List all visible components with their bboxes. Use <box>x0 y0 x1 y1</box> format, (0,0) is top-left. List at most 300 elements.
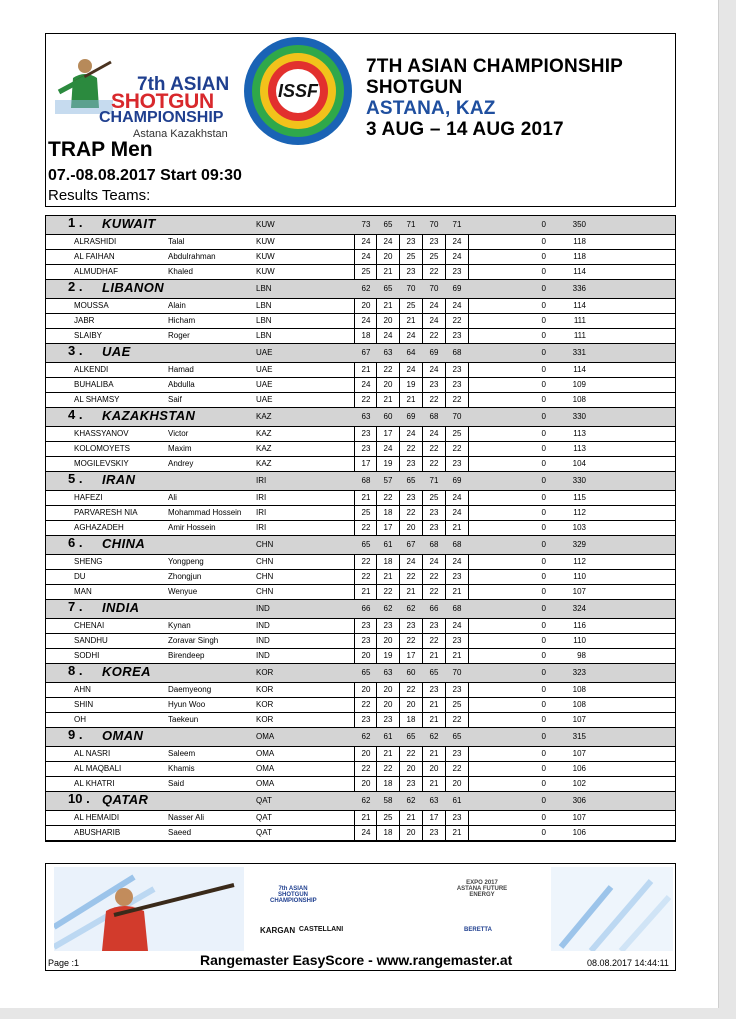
athlete-row <box>46 491 675 506</box>
column-divider <box>354 777 355 791</box>
series-score: 23 <box>429 621 439 630</box>
team-rank: 5 . <box>68 471 83 486</box>
shootoff-score: 0 <box>541 284 546 293</box>
athlete-row <box>46 250 675 265</box>
series-score: 24 <box>383 444 393 453</box>
column-divider <box>376 521 377 535</box>
column-divider <box>354 698 355 712</box>
column-divider <box>445 427 446 441</box>
athlete-row <box>46 442 675 457</box>
series-score: 63 <box>361 412 371 421</box>
column-divider <box>376 777 377 791</box>
column-divider <box>468 713 469 727</box>
shootoff-score: 0 <box>541 508 546 517</box>
athlete-row <box>46 585 675 600</box>
shootoff-score: 0 <box>541 316 546 325</box>
series-score: 23 <box>429 380 439 389</box>
series-score: 23 <box>429 508 439 517</box>
series-score: 23 <box>361 715 371 724</box>
column-divider <box>376 698 377 712</box>
series-score: 20 <box>452 779 462 788</box>
shootoff-score: 0 <box>541 813 546 822</box>
team-total: 336 <box>572 284 586 293</box>
series-score: 24 <box>361 237 371 246</box>
team-code: IRI <box>256 476 267 485</box>
series-score: 68 <box>452 540 462 549</box>
series-score: 21 <box>383 749 393 758</box>
column-divider <box>445 585 446 599</box>
athlete-nation: QAT <box>256 828 272 837</box>
column-divider <box>399 698 400 712</box>
column-divider <box>468 698 469 712</box>
athlete-row <box>46 634 675 649</box>
column-divider <box>354 250 355 264</box>
series-score: 22 <box>429 331 439 340</box>
column-divider <box>354 265 355 279</box>
column-divider <box>422 811 423 825</box>
series-score: 23 <box>452 813 462 822</box>
athlete-total: 112 <box>573 557 586 566</box>
logo-line3: CHAMPIONSHIP <box>99 109 224 126</box>
series-score: 22 <box>429 636 439 645</box>
series-score: 21 <box>383 572 393 581</box>
team-code: QAT <box>256 796 272 805</box>
athlete-nation: KUW <box>256 267 275 276</box>
series-score: 23 <box>452 331 462 340</box>
title-line1: 7TH ASIAN CHAMPIONSHIP <box>366 56 624 77</box>
shootoff-score: 0 <box>541 715 546 724</box>
athlete-nation: LBN <box>256 316 272 325</box>
athlete-row <box>46 427 675 442</box>
column-divider <box>354 299 355 313</box>
column-divider <box>445 506 446 520</box>
footer-brand: Rangemaster EasyScore - www.rangemaster.at <box>200 952 513 968</box>
team-total: 329 <box>572 540 586 549</box>
column-divider <box>445 649 446 663</box>
athlete-nation: IRI <box>256 523 267 532</box>
column-divider <box>468 762 469 776</box>
athlete-last-name: SLAIBY <box>74 331 103 340</box>
athlete-first-name: Abdulla <box>168 380 195 389</box>
column-divider <box>468 427 469 441</box>
athlete-first-name: Mohammad Hossein <box>168 508 242 517</box>
athlete-row <box>46 649 675 664</box>
series-score: 17 <box>361 459 371 468</box>
series-score: 65 <box>406 476 416 485</box>
athlete-first-name: Alain <box>168 301 186 310</box>
athlete-total: 104 <box>572 459 586 468</box>
team-name: KUWAIT <box>102 216 156 231</box>
athlete-row <box>46 363 675 378</box>
column-divider <box>399 634 400 648</box>
athlete-last-name: AL SHAMSY <box>74 395 120 404</box>
team-row <box>46 344 675 363</box>
column-divider <box>354 442 355 456</box>
column-divider <box>445 570 446 584</box>
series-score: 23 <box>361 636 371 645</box>
team-row <box>46 280 675 299</box>
column-divider <box>468 235 469 249</box>
team-row <box>46 472 675 491</box>
athlete-last-name: AL MAQBALI <box>74 764 122 773</box>
sponsor-expo: EXPO 2017 ASTANA FUTURE ENERGY <box>456 880 508 898</box>
team-code: LBN <box>256 284 272 293</box>
athlete-first-name: Nasser Ali <box>168 813 205 822</box>
column-divider <box>468 683 469 697</box>
series-score: 20 <box>406 828 416 837</box>
athlete-first-name: Andrey <box>168 459 194 468</box>
series-score: 22 <box>429 267 439 276</box>
series-score: 62 <box>406 796 416 805</box>
series-score: 62 <box>429 732 439 741</box>
column-divider <box>354 378 355 392</box>
series-score: 25 <box>361 508 371 517</box>
athlete-total: 115 <box>573 493 586 502</box>
column-divider <box>399 521 400 535</box>
athlete-row <box>46 747 675 762</box>
column-divider <box>376 713 377 727</box>
series-score: 61 <box>383 540 393 549</box>
series-score: 68 <box>429 540 439 549</box>
series-score: 20 <box>383 380 393 389</box>
athlete-nation: IRI <box>256 493 267 502</box>
column-divider <box>445 713 446 727</box>
column-divider <box>376 555 377 569</box>
series-score: 21 <box>361 813 371 822</box>
column-divider <box>468 442 469 456</box>
athlete-total: 107 <box>572 813 586 822</box>
team-total: 315 <box>572 732 586 741</box>
athlete-row <box>46 393 675 408</box>
series-score: 25 <box>361 267 371 276</box>
column-divider <box>445 363 446 377</box>
series-score: 24 <box>406 365 416 374</box>
column-divider <box>422 555 423 569</box>
series-score: 70 <box>452 668 462 677</box>
column-divider <box>399 491 400 505</box>
team-total: 323 <box>572 668 586 677</box>
athlete-first-name: Zhongjun <box>168 572 202 581</box>
logo-line4: Astana Kazakhstan <box>133 128 228 140</box>
column-divider <box>376 299 377 313</box>
team-total: 306 <box>572 796 586 805</box>
column-divider <box>445 442 446 456</box>
series-score: 62 <box>361 796 371 805</box>
column-divider <box>376 235 377 249</box>
team-total: 350 <box>572 220 586 229</box>
series-score: 24 <box>429 429 439 438</box>
series-score: 20 <box>383 316 393 325</box>
column-divider <box>399 570 400 584</box>
athlete-nation: OMA <box>256 749 275 758</box>
shootoff-score: 0 <box>541 348 546 357</box>
column-divider <box>422 363 423 377</box>
athlete-first-name: Khaled <box>168 267 193 276</box>
column-divider <box>354 634 355 648</box>
series-score: 70 <box>429 284 439 293</box>
athlete-total: 109 <box>572 380 586 389</box>
column-divider <box>376 427 377 441</box>
series-score: 24 <box>429 365 439 374</box>
series-score: 23 <box>452 380 462 389</box>
athlete-row <box>46 235 675 250</box>
shootoff-score: 0 <box>541 493 546 502</box>
athlete-nation: UAE <box>256 395 273 404</box>
athlete-first-name: Said <box>168 779 185 788</box>
column-divider <box>399 777 400 791</box>
column-divider <box>445 747 446 761</box>
athlete-total: 108 <box>572 700 586 709</box>
column-divider <box>376 506 377 520</box>
series-score: 70 <box>406 284 416 293</box>
series-score: 22 <box>429 459 439 468</box>
athlete-first-name: Hamad <box>168 365 194 374</box>
athlete-nation: CHN <box>256 587 274 596</box>
athlete-total: 107 <box>572 749 586 758</box>
series-score: 23 <box>383 715 393 724</box>
event-title: TRAP Men <box>48 138 153 161</box>
athlete-total: 107 <box>572 715 586 724</box>
shootoff-score: 0 <box>541 220 546 229</box>
athlete-last-name: BUHALIBA <box>74 380 114 389</box>
series-score: 23 <box>361 429 371 438</box>
column-divider <box>399 378 400 392</box>
team-rank: 3 . <box>68 343 83 358</box>
athlete-row <box>46 521 675 536</box>
series-score: 21 <box>361 587 371 596</box>
series-score: 62 <box>361 732 371 741</box>
athlete-row <box>46 457 675 472</box>
series-score: 68 <box>429 412 439 421</box>
page-number: Page :1 <box>48 958 80 968</box>
series-score: 65 <box>361 540 371 549</box>
series-score: 68 <box>452 604 462 613</box>
series-score: 61 <box>452 796 462 805</box>
column-divider <box>376 619 377 633</box>
column-divider <box>445 555 446 569</box>
column-divider <box>468 521 469 535</box>
athlete-nation: KAZ <box>256 429 272 438</box>
athlete-row <box>46 570 675 585</box>
athlete-first-name: Roger <box>168 331 190 340</box>
column-divider <box>422 457 423 471</box>
shootoff-score: 0 <box>541 604 546 613</box>
series-score: 20 <box>361 685 371 694</box>
athlete-nation: KUW <box>256 252 275 261</box>
team-row <box>46 664 675 683</box>
series-score: 70 <box>429 220 439 229</box>
athlete-row <box>46 329 675 344</box>
athlete-total: 102 <box>572 779 586 788</box>
series-score: 22 <box>406 749 416 758</box>
series-score: 68 <box>452 348 462 357</box>
athlete-first-name: Saif <box>168 395 182 404</box>
series-score: 23 <box>361 444 371 453</box>
series-score: 23 <box>361 621 371 630</box>
series-score: 20 <box>429 764 439 773</box>
team-name: IRAN <box>102 472 136 487</box>
column-divider <box>376 442 377 456</box>
column-divider <box>468 314 469 328</box>
column-divider <box>399 826 400 840</box>
series-score: 20 <box>361 779 371 788</box>
athlete-last-name: CHENAI <box>74 621 105 630</box>
column-divider <box>422 250 423 264</box>
column-divider <box>376 570 377 584</box>
series-score: 24 <box>452 621 462 630</box>
shootoff-score: 0 <box>541 331 546 340</box>
series-score: 24 <box>361 316 371 325</box>
column-divider <box>445 521 446 535</box>
series-score: 19 <box>406 380 416 389</box>
column-divider <box>399 457 400 471</box>
athlete-last-name: KOLOMOYETS <box>74 444 131 453</box>
column-divider <box>354 762 355 776</box>
shootoff-score: 0 <box>541 796 546 805</box>
shootoff-score: 0 <box>541 237 546 246</box>
shooter-figure-icon <box>54 867 244 951</box>
column-divider <box>376 491 377 505</box>
column-divider <box>445 777 446 791</box>
column-divider <box>422 427 423 441</box>
athlete-nation: KAZ <box>256 459 272 468</box>
team-code: KAZ <box>256 412 272 421</box>
team-name: UAE <box>102 344 131 359</box>
athlete-total: 112 <box>573 508 586 517</box>
series-score: 22 <box>429 444 439 453</box>
column-divider <box>354 683 355 697</box>
series-score: 21 <box>361 365 371 374</box>
column-divider <box>445 265 446 279</box>
team-name: INDIA <box>102 600 140 615</box>
shootoff-score: 0 <box>541 621 546 630</box>
shootoff-score: 0 <box>541 412 546 421</box>
series-score: 18 <box>383 828 393 837</box>
series-score: 19 <box>383 651 393 660</box>
athlete-total: 106 <box>572 828 586 837</box>
column-divider <box>468 491 469 505</box>
column-divider <box>422 826 423 840</box>
column-divider <box>422 329 423 343</box>
column-divider <box>468 649 469 663</box>
column-divider <box>445 683 446 697</box>
series-score: 24 <box>361 252 371 261</box>
athlete-row <box>46 777 675 792</box>
series-score: 18 <box>383 557 393 566</box>
column-divider <box>468 826 469 840</box>
series-score: 62 <box>383 604 393 613</box>
athlete-last-name: AL HEMAIDI <box>74 813 120 822</box>
athlete-total: 118 <box>573 237 586 246</box>
team-rank: 6 . <box>68 535 83 550</box>
series-score: 22 <box>383 493 393 502</box>
shootoff-score: 0 <box>541 557 546 566</box>
series-score: 24 <box>429 301 439 310</box>
athlete-nation: QAT <box>256 813 272 822</box>
column-divider <box>354 585 355 599</box>
team-code: KOR <box>256 668 274 677</box>
event-date: 07.-08.08.2017 Start 09:30 <box>48 167 242 184</box>
series-score: 71 <box>452 220 462 229</box>
column-divider <box>445 811 446 825</box>
column-divider <box>468 585 469 599</box>
series-score: 22 <box>406 508 416 517</box>
column-divider <box>399 299 400 313</box>
column-divider <box>445 698 446 712</box>
column-divider <box>354 570 355 584</box>
series-score: 21 <box>452 651 462 660</box>
series-score: 62 <box>406 604 416 613</box>
column-divider <box>422 299 423 313</box>
column-divider <box>354 329 355 343</box>
team-code: UAE <box>256 348 273 357</box>
column-divider <box>376 457 377 471</box>
series-score: 22 <box>383 365 393 374</box>
series-score: 22 <box>361 523 371 532</box>
athlete-nation: KAZ <box>256 444 272 453</box>
sponsor-kargan: KARGAN <box>260 926 296 935</box>
series-score: 23 <box>452 685 462 694</box>
series-score: 17 <box>383 523 393 532</box>
column-divider <box>422 570 423 584</box>
series-score: 22 <box>361 572 371 581</box>
shootoff-score: 0 <box>541 429 546 438</box>
series-score: 58 <box>383 796 393 805</box>
team-total: 330 <box>572 476 586 485</box>
athlete-first-name: Abdulrahman <box>168 252 216 261</box>
athlete-first-name: Khamis <box>168 764 195 773</box>
athlete-total: 110 <box>573 572 586 581</box>
column-divider <box>445 634 446 648</box>
series-score: 24 <box>406 331 416 340</box>
shootoff-score: 0 <box>541 540 546 549</box>
column-divider <box>422 683 423 697</box>
column-divider <box>354 649 355 663</box>
results-label: Results Teams: <box>48 187 151 204</box>
athlete-nation: OMA <box>256 779 275 788</box>
column-divider <box>399 747 400 761</box>
team-row <box>46 216 675 235</box>
series-score: 20 <box>406 764 416 773</box>
athlete-nation: OMA <box>256 764 275 773</box>
column-divider <box>354 555 355 569</box>
column-divider <box>468 363 469 377</box>
team-rank: 10 . <box>68 791 90 806</box>
shootoff-score: 0 <box>541 636 546 645</box>
series-score: 23 <box>406 621 416 630</box>
series-score: 69 <box>452 476 462 485</box>
column-divider <box>399 363 400 377</box>
athlete-row <box>46 826 675 841</box>
athlete-total: 108 <box>572 685 586 694</box>
team-name: OMAN <box>102 728 144 743</box>
column-divider <box>399 393 400 407</box>
athlete-nation: CHN <box>256 572 274 581</box>
sponsor-castellani: CASTELLANI <box>298 926 344 933</box>
sponsor-championship: 7th ASIAN SHOTGUN CHAMPIONSHIP <box>270 886 317 904</box>
athlete-last-name: ALRASHIDI <box>74 237 117 246</box>
series-score: 23 <box>452 267 462 276</box>
team-row <box>46 600 675 619</box>
column-divider <box>399 649 400 663</box>
series-score: 23 <box>452 749 462 758</box>
team-code: IND <box>256 604 270 613</box>
series-score: 21 <box>406 316 416 325</box>
athlete-nation: KOR <box>256 700 274 709</box>
team-rank: 2 . <box>68 279 83 294</box>
series-score: 63 <box>429 796 439 805</box>
page-edge-right <box>718 0 736 1019</box>
